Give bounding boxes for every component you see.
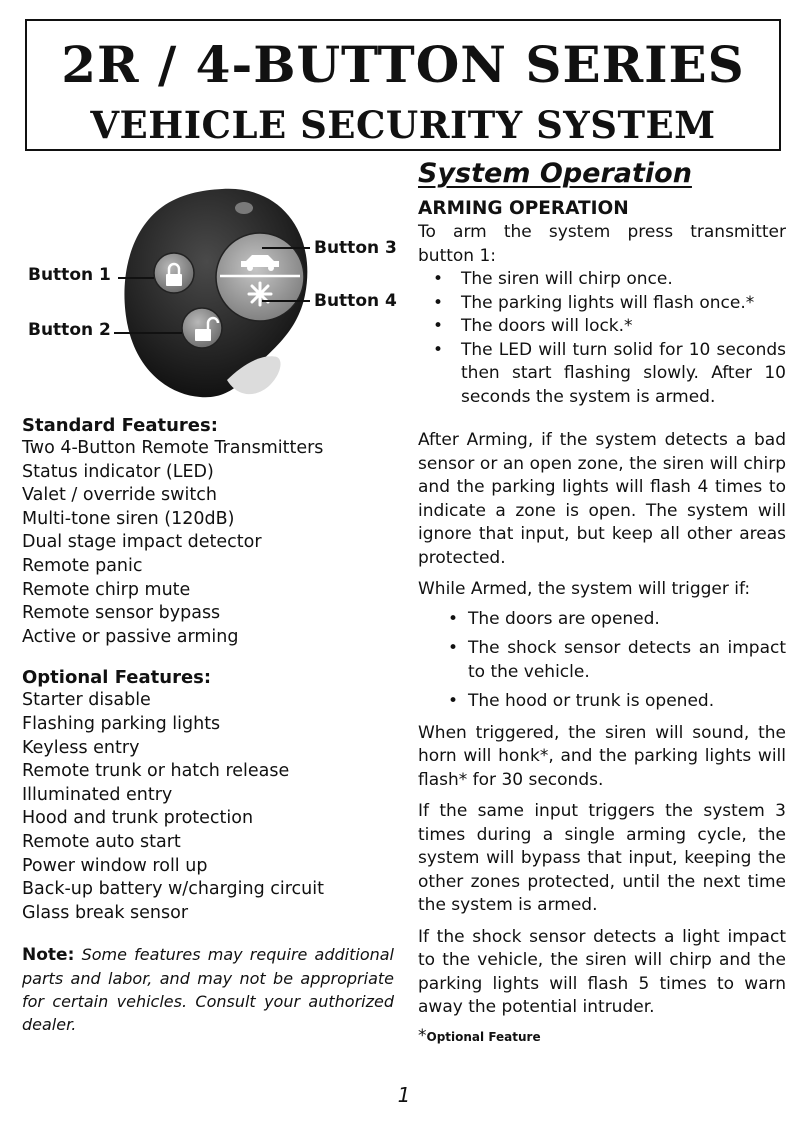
button-2-label: Button 2 [28,320,111,340]
system-operation-heading: System Operation [418,158,692,189]
led-indicator [235,202,253,214]
after-arming-paragraph: After Arming, if the system detects a bad sensor or an open zone, the siren will chirp and the parking lights will flash 4 times to indicate a zone is open. The system will ignore that input, but keep all other areas protected. [418,430,786,568]
button-1-label: Button 1 [28,265,111,285]
list-item: • The siren will chirp once. [433,269,673,289]
optional-features-list [22,689,394,925]
remote-illustration [22,175,402,405]
remote-transmitter-image [22,175,402,405]
list-item: Power window roll up [22,855,208,876]
note-text: Some features may require additional parts and labor, and may not be appropriate for certain vehicles. Consult your authorized dealer. [22,945,395,1035]
list-item: Remote panic [22,555,143,576]
title-box [25,19,781,151]
operation-column [418,158,786,1046]
page-number: 1 [397,1083,411,1107]
arming-intro: To arm the system press transmitter button 1: [418,222,786,266]
features-column [22,414,394,1036]
footnote-star: * [418,1025,427,1046]
list-item: Remote chirp mute [22,579,191,600]
page-title: 2R / 4-BUTTON SERIES [61,35,745,94]
list-item: • The parking lights will flash once.* [433,292,755,313]
optional-features-heading: Optional Features: [22,667,212,689]
list-item: Flashing parking lights [22,713,221,734]
list-item: Multi-tone siren (120dB) [22,508,235,529]
button-1 [154,253,194,293]
list-item: Remote auto start [22,831,181,852]
shock-sensor-paragraph: If the shock sensor detects a light impact to the vehicle, the siren will chirp and the parking lights will flash 5 times to warn away the potential intruder. [418,926,786,1017]
list-item: Two 4-Button Remote Transmitters [22,438,324,458]
list-item: Status indicator (LED) [22,461,214,482]
button-4-label: Button 4 [314,291,397,311]
when-triggered-paragraph: When triggered, the siren will sound, the horn will honk*, and the parking lights will flash* for 30 seconds. [418,722,786,790]
list-item: • The shock sensor detects an impact to the vehicle. [448,638,786,682]
arming-operation-heading: ARMING OPERATION [418,198,629,219]
button-2 [182,308,222,348]
button-3-label: Button 3 [314,238,397,258]
list-item: Valet / override switch [22,485,217,506]
list-item: Keyless entry [22,737,140,758]
list-item: Remote trunk or hatch release [22,761,290,782]
optional-feature-footnote [418,1026,786,1046]
list-item: Illuminated entry [22,784,173,805]
list-item: • The hood or trunk is opened. [448,691,715,711]
dealer-note [22,943,394,1036]
standard-features-heading: Standard Features: [22,415,218,436]
same-input-paragraph: If the same input triggers the system 3 times during a single arming cycle, the system will bypass that input, keeping the other zones protected, until the next time the system is armed. [418,801,786,915]
note-label: Note: [22,945,75,966]
list-item: Hood and trunk protection [22,808,254,829]
list-item: Back-up battery w/charging circuit [22,879,324,900]
list-item: • The LED will turn solid for 10 seconds then start flashing slowly. After 10 seconds the system is armed. [433,339,786,407]
page-subtitle: VEHICLE SECURITY SYSTEM [90,103,716,147]
list-item: • The doors are opened. [448,608,660,629]
list-item: Active or passive arming [22,626,239,647]
while-armed-paragraph: While Armed, the system will trigger if: [418,579,751,599]
list-item: • The doors will lock.* [433,316,633,336]
list-item: Remote sensor bypass [22,603,221,624]
list-item: Glass break sensor [22,902,189,923]
list-item: Dual stage impact detector [22,532,262,553]
footnote-text: Optional Feature [426,1029,541,1044]
standard-features-list [22,437,394,649]
list-item: Starter disable [22,690,151,711]
